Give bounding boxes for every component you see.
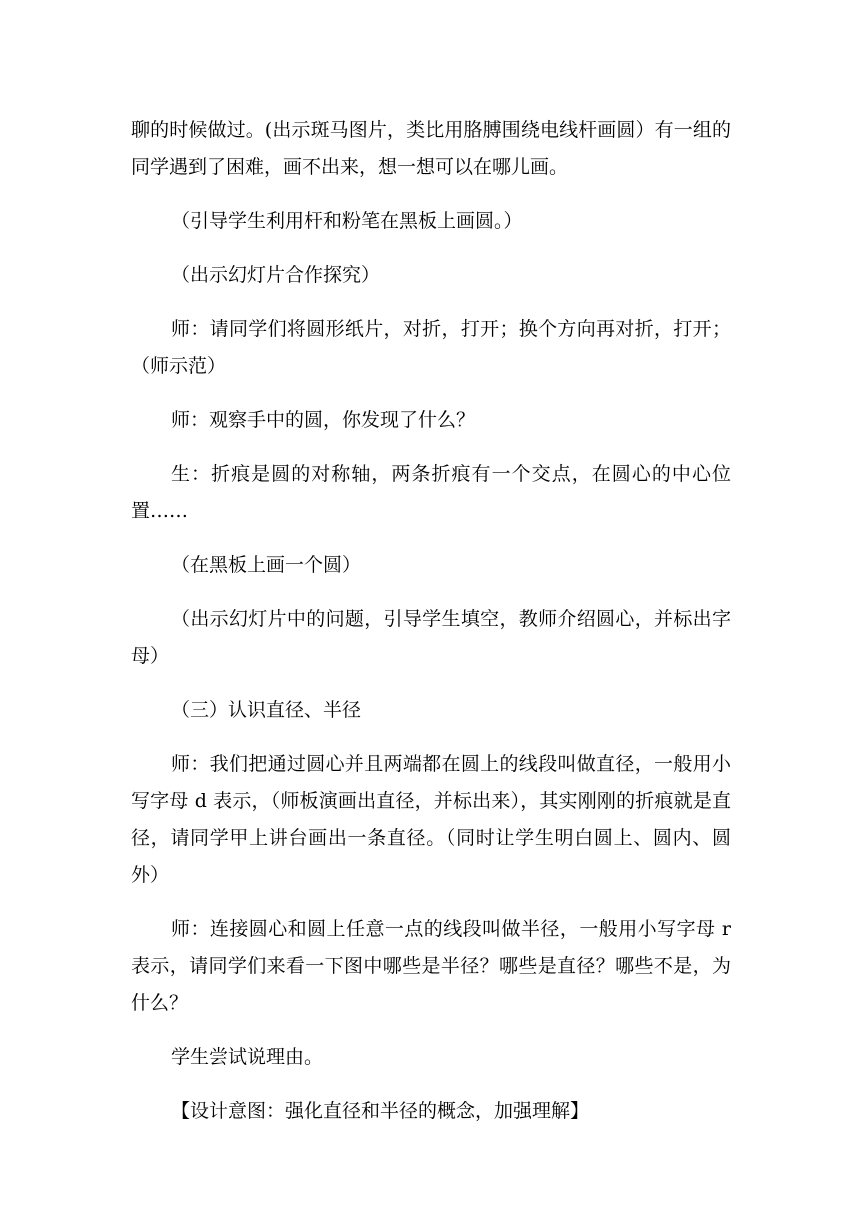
paragraph-12: 学生尝试说理由。: [171, 1046, 324, 1068]
paragraph-13: 【设计意图：强化直径和半径的概念，加强理解】: [171, 1100, 590, 1122]
paragraph-11: 师：连接圆心和圆上任意一点的线段叫做半径，一般用小写字母 r 表示，请同学们来看一下图中哪些是半径？哪些是直径？哪些不是，为什么？: [131, 918, 731, 1014]
paragraph-2: （引导学生利用杆和粉笔在黑板上画圆。）: [171, 210, 523, 232]
paragraph-10: 师：我们把通过圆心并且两端都在圆上的线段叫做直径，一般用小写字母 d 表示，（师板演画出直径，并标出来），其实刚刚的折痕就是直径，请同学甲上讲台画出一条直径。（同时让学生明白圆上、圆内、圆外）: [131, 753, 731, 886]
paragraph-6: 生：折痕是圆的对称轴，两条折痕有一个交点，在圆心的中心位置……: [131, 463, 731, 522]
paragraph-3: （出示幻灯片合作探究）: [171, 264, 381, 286]
paragraph-5: 师：观察手中的圆，你发现了什么？: [171, 409, 476, 431]
paragraph-9: （三）认识直径、半径: [171, 699, 362, 721]
paragraph-1: 聊的时候做过。(出示斑马图片，类比用胳膊围绕电线杆画圆）有一组的同学遇到了困难，画不出来，想一想可以在哪儿画。: [131, 119, 731, 178]
document-page: [131, 112, 731, 1130]
paragraph-4: 师：请同学们将圆形纸片，对折，打开；换个方向再对折，打开；（师示范）: [131, 318, 731, 377]
paragraph-7: （在黑板上画一个圆）: [171, 554, 362, 576]
paragraph-8: （出示幻灯片中的问题，引导学生填空，教师介绍圆心，并标出字母）: [131, 608, 731, 667]
